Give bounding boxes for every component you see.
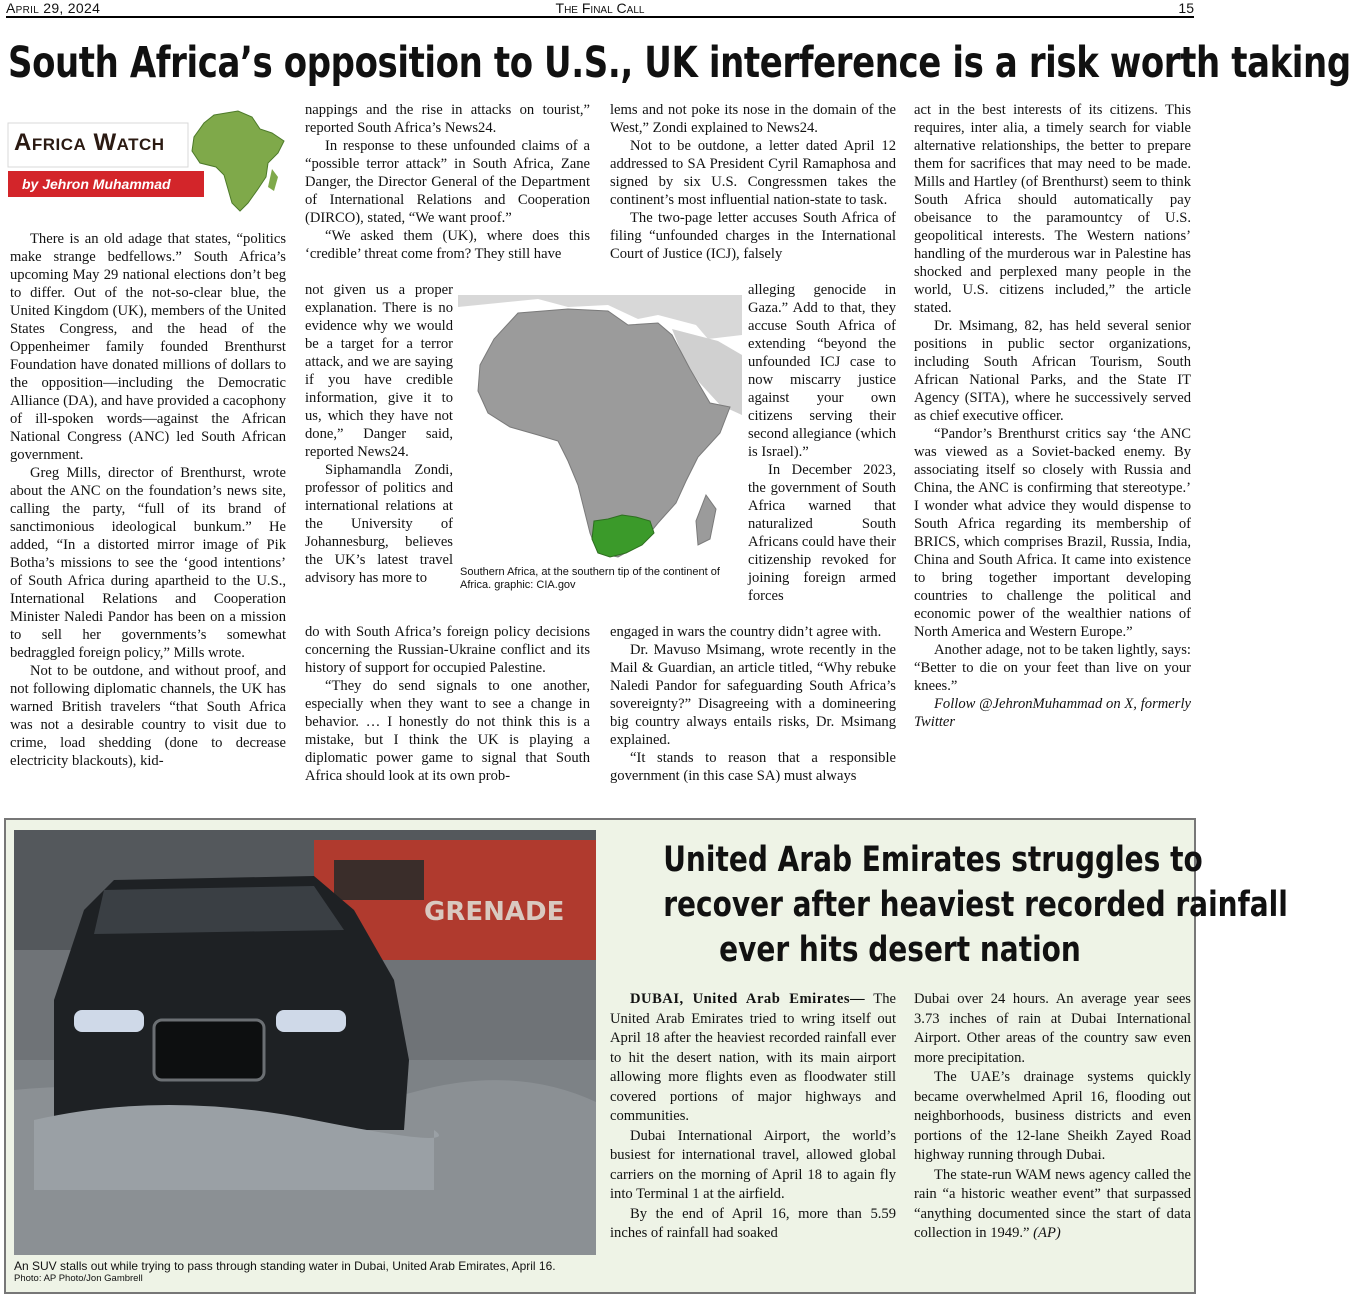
paragraph: Another adage, not to be taken lightly, says: “Better to die on your feet than live on your knees.” <box>914 642 1191 694</box>
southern-africa-map <box>458 284 742 596</box>
follow-note: Follow @JehronMuhammad on X, formerly Twitter <box>914 696 1191 730</box>
paragraph: Not to be outdone, a letter dated April 12 addressed to SA President Cyril Ramaphosa and signed by six U.S. Congressmen takes the continent’s most influential nation-state to task. <box>610 138 896 208</box>
paragraph: do with South Africa’s foreign policy decisions concerning the Russian-Ukraine conflict and its history of support for occupied Palestine. <box>305 624 590 676</box>
paragraph: The UAE’s drainage systems quickly became overwhelmed April 16, flooding out neighborhoods, business districts and even portions of the 12-lane Sheikh Zayed Road highway running through Dubai. <box>914 1069 1191 1163</box>
article-column-2-narrow <box>305 281 453 587</box>
paragraph: Greg Mills, director of Brenthurst, wrote about the ANC on the foundation’s news site, calling the party, “full of its brand of sanctimonious ideological bunkum.” He added, “In a distorted mirror image of Pik Botha’s missions to see the ‘good intentions’ of South Africa during apartheid to the U.S., International Relations and Cooperation Minister Naledi Pandor has been on a mission to sell her governments’s somewhat bedraggled foreign policy,” Mills wrote. <box>10 465 286 661</box>
headline-line: recover after heaviest recorded rainfall <box>663 885 1288 925</box>
article-column-1 <box>10 230 286 770</box>
paragraph: In December 2023, the government of South Africa warned that naturalized South Africans could have their citizenship revoked for joining foreign armed forces <box>748 462 896 604</box>
photo-sign-text: GRENADE <box>424 897 565 927</box>
page-number: 15 <box>1178 0 1194 16</box>
paragraph: alleging genocide in Gaza.” Add to that, they accuse South Africa of extending “beyond the unfounded ICJ case to now miscarry justice against your own citizens serving their second allegiance (which is Israel).” <box>748 282 896 460</box>
paragraph: Not to be outdone, and without proof, and not following diplomatic channels, the UK has warned British travelers “that South Africa was not a desirable country to visit due to crime, load shedding (done to decrease electricity blackouts), kid- <box>10 663 286 769</box>
paragraph: “We asked them (UK), where does this ‘credible’ threat come from? They still have <box>305 228 590 262</box>
article-column-2 <box>305 101 590 263</box>
map-caption: Southern Africa, at the southern tip of the continent of Africa. graphic: CIA.gov <box>460 566 720 591</box>
article-column-4 <box>914 101 1191 731</box>
uae-column-1 <box>610 990 896 1244</box>
paragraph: Dubai over 24 hours. An average year sees 3.73 inches of rain at Dubai International Airport. Other areas of the country saw even more precipitation. <box>914 991 1191 1066</box>
source-tag: (AP) <box>1033 1225 1061 1241</box>
paragraph: Dr. Msimang, 82, has held several senior positions in public sector organizations, including South African Tourism, South African National Parks, and the State IT Agency (SITA), where he successively served as chief executive officer. <box>914 318 1191 424</box>
paragraph: The United Arab Emirates tried to wring itself out April 18 after the heaviest recorded rainfall ever to hit the desert nation, with its main airport allowing more flights even as floodwater still covered portions of major highways and communities. <box>610 991 896 1124</box>
headline-line: United Arab Emirates struggles to <box>663 840 1203 880</box>
article-column-2-bottom <box>305 623 590 785</box>
photo-caption-block <box>14 1259 604 1285</box>
africa-map-icon <box>186 107 290 217</box>
running-head <box>6 0 1194 18</box>
photo-credit: Photo: AP Photo/Jon Gambrell <box>14 1273 143 1284</box>
column-logo <box>8 107 290 217</box>
paragraph: There is an old adage that states, “politics make strange bedfellows.” South Africa’s upcoming May 29 national elections don’t beg to differ. Out of the not-so-clear blue, the United Kingdom (UK), members of the United States Congress, and the head of the Oppenheimer family founded Brenthurst Foundation have donated millions of dollars to the opposition—including the Democratic Alliance (DA), and have provided a cacophony of ill-spoken words—against the African National Congress (ANC) led South African government. <box>10 231 286 463</box>
article-column-3-narrow <box>748 281 896 605</box>
dateline: DUBAI, United Arab Emirates— <box>630 991 866 1007</box>
uae-headline <box>604 838 1288 973</box>
article-column-3 <box>610 101 896 263</box>
page-title: South Africa’s opposition to U.S., UK interference is a risk worth taking <box>8 38 1351 88</box>
paragraph: nappings and the rise in attacks on tourist,” reported South Africa’s News24. <box>305 102 590 136</box>
article-column-3-bottom <box>610 623 896 785</box>
paragraph: Dr. Mavuso Msimang, wrote recently in the Mail & Guardian, an article titled, “Why rebuke Naledi Pandor for safeguarding South Africa’s sovereignty?” Disagreeing with a domineering big country always entails risks, Dr. Msimang explained. <box>610 642 896 748</box>
headline-line: ever hits desert nation <box>719 930 1081 970</box>
paragraph: “It stands to reason that a responsible government (in this case SA) must always <box>610 750 896 784</box>
paragraph: By the end of April 16, more than 5.59 inches of rainfall had soaked <box>610 1205 896 1241</box>
paragraph: not given us a proper explanation. There is no evidence why we would be a target for a terror attack, and we are saying if you have credible information, give it to us, which they have not done,” Danger said, reported News24. <box>305 282 453 460</box>
paragraph: The two-page letter accuses South Africa of filing “unfounded charges in the International Court of Justice (ICJ), falsely <box>610 210 896 262</box>
paragraph: Siphamandla Zondi, professor of politics and international relations at the University of Johannesburg, believes the UK’s latest travel advisory has more to <box>305 462 453 586</box>
paragraph: act in the best interests of its citizens. This requires, inter alia, a timely search for viable alternative relationships, the better to prepare them for sacrifices that may need to be made. Mills and Hartley (of Brenthurst) seem to think South Africa should automatically pay obeisance to the paramountcy of U.S. geopolitical interests. The Western nations’ handling of the murderous war in Palestine has shocked and perplexed many people in the world, U.S. citizens included,” the article stated. <box>914 102 1191 316</box>
paragraph: “Pandor’s Brenthurst critics say ‘the ANC was viewed as a Soviet-backed enemy. By associating itself so closely with Russia and China, the ANC is confirming that stereotype.’ I wonder what advice they would dispense to South Africa regarding its membership of BRICS, which comprises Brazil, Russia, India, China and South Africa. It came into existence to bring together important developing countries to challenge the political and economic power of the wealthier nations of North America and Western Europe.” <box>914 426 1191 640</box>
flood-photo <box>14 830 596 1255</box>
paper-name: The Final Call <box>555 0 645 16</box>
paragraph: “They do send signals to one another, especially when they want to see a change in behavior. … I honestly do not think this is a mistake, but I think the UK is playing a diplomatic power game to signal that South Africa should look at its own prob- <box>305 678 590 784</box>
logo-title: Africa Watch <box>14 129 165 156</box>
paragraph: Dubai International Airport, the world’s busiest for international travel, allowed global carriers on the morning of April 18 to again fly into Terminal 1 at the airfield. <box>610 1127 896 1202</box>
photo-caption: An SUV stalls out while trying to pass through standing water in Dubai, United Arab Emirates, April 16. <box>14 1259 556 1273</box>
paragraph: The state-run WAM news agency called the rain “a historic weather event” that surpassed “anything documented since the start of data collection in 1949.” <box>914 1166 1191 1241</box>
paragraph: In response to these unfounded claims of a “possible terror attack” in South Africa, Zane Danger, the Director General of the Department of International Relations and Cooperation (DIRCO), stated, “We want proof.” <box>305 138 590 226</box>
paragraph: engaged in wars the country didn’t agree with. <box>610 624 882 640</box>
uae-column-2 <box>914 990 1191 1244</box>
issue-date: April 29, 2024 <box>6 0 101 16</box>
byline-text: by Jehron Muhammad <box>22 176 171 192</box>
paragraph: lems and not poke its nose in the domain of the West,” Zondi explained to News24. <box>610 102 896 136</box>
